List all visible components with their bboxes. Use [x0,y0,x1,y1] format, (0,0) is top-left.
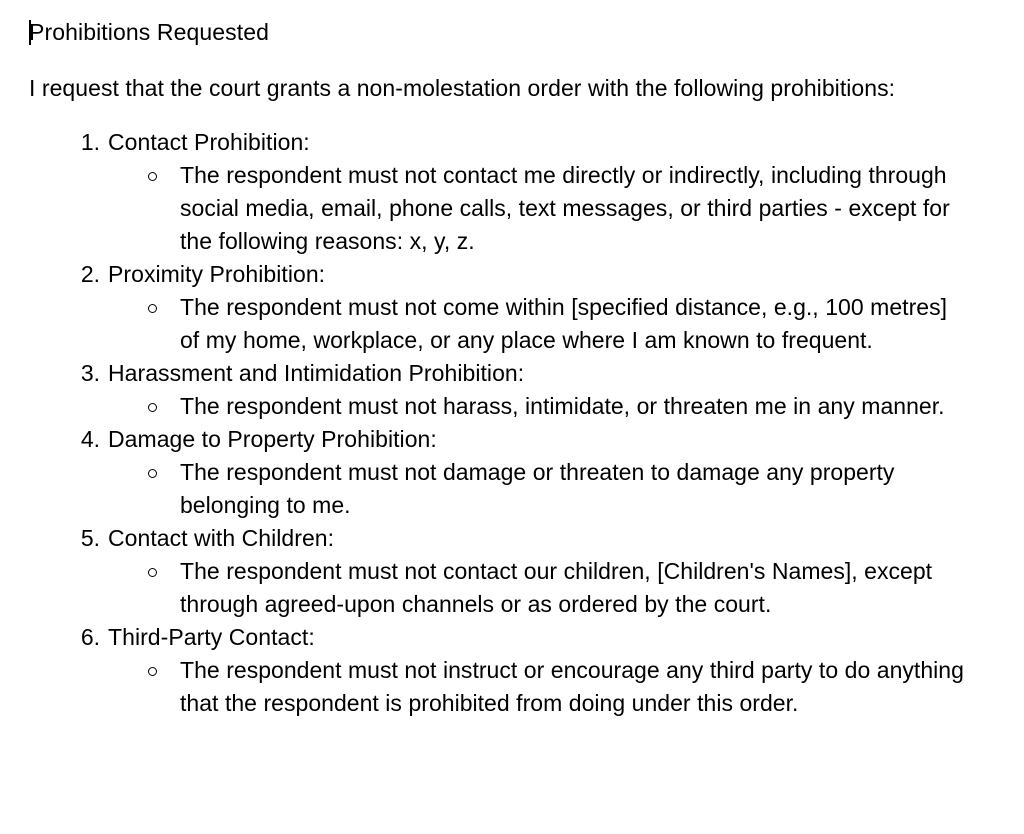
list-item-number: 2. [80,261,100,287]
sub-bullet-list [108,654,984,720]
hollow-circle-icon [148,304,157,313]
list-item-title: Contact Prohibition: [108,129,310,155]
sub-list-item-text: The respondent must not harass, intimidate, or threaten me in any manner. [180,393,945,419]
sub-bullet-list [108,291,984,357]
sub-list-item-text: The respondent must not contact me directly or indirectly, including through social media, email, phone calls, text messages, or third parties - except for the following reasons: x, y, z. [180,162,950,254]
list-item-number: 4. [80,426,100,452]
hollow-circle-icon [148,568,157,577]
sub-bullet-list [108,390,984,423]
sub-list-item-text: The respondent must not contact our children, [Children's Names], except through agreed-upon channels or as ordered by the court. [180,558,933,617]
sub-list-item[interactable] [108,159,984,258]
hollow-circle-icon [148,667,157,676]
sub-list-item[interactable] [108,456,984,522]
sub-list-item-text: The respondent must not come within [specified distance, e.g., 100 metres] of my home, workplace, or any place where I am known to frequent. [180,294,947,353]
list-item-2[interactable] [29,258,984,357]
list-item-number: 1. [80,129,100,155]
list-item-title: Harassment and Intimidation Prohibition: [108,360,525,386]
list-item-title: Third-Party Contact: [108,624,315,650]
list-item-number: 3. [80,360,100,386]
sub-bullet-list [108,456,984,522]
sub-list-item[interactable] [108,555,984,621]
hollow-circle-icon [148,469,157,478]
list-item-1[interactable] [29,126,984,258]
sub-list-item[interactable] [108,654,984,720]
sub-list-item[interactable] [108,390,984,423]
list-item-3[interactable] [29,357,984,423]
list-item-title: Damage to Property Prohibition: [108,426,437,452]
hollow-circle-icon [148,172,157,181]
intro-paragraph: I request that the court grants a non-molestation order with the following prohibitions: [29,75,896,101]
sub-list-item-text: The respondent must not damage or threaten to damage any property belonging to me. [180,459,895,518]
list-item-title: Proximity Prohibition: [108,261,326,287]
page-title-text: Prohibitions Requested [29,19,270,45]
list-item-number: 6. [80,624,100,650]
list-item-title: Contact with Children: [108,525,335,551]
sub-bullet-list [108,555,984,621]
list-item-6[interactable] [29,621,984,720]
page-title[interactable] [29,16,984,49]
list-item-4[interactable] [29,423,984,522]
sub-bullet-list [108,159,984,258]
prohibitions-list [29,126,984,720]
sub-list-item[interactable] [108,291,984,357]
hollow-circle-icon [148,403,157,412]
sub-list-item-text: The respondent must not instruct or encourage any third party to do anything that the respondent is prohibited from doing under this order. [180,657,964,716]
list-item-number: 5. [80,525,100,551]
list-item-5[interactable] [29,522,984,621]
